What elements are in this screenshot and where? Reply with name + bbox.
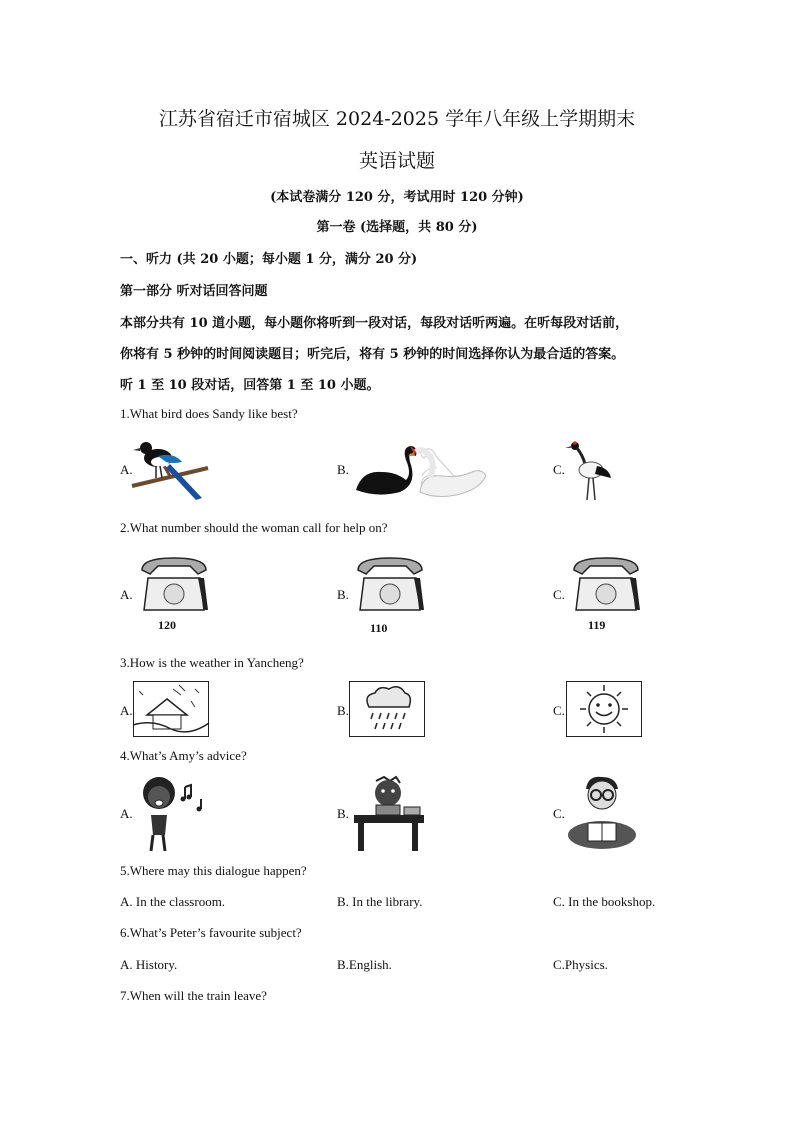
q3-option-a-label[interactable]: A. — [120, 703, 133, 718]
crane-icon — [565, 438, 615, 502]
volume-heading: 第一卷 (选择题，共 80 分) — [316, 220, 478, 235]
q2-option-c-label[interactable]: C. — [553, 587, 565, 602]
boy-at-desk-icon — [350, 775, 426, 853]
telephone-icon — [354, 556, 426, 616]
q4-option-a-label[interactable]: A. — [120, 806, 133, 821]
snowy-house-icon — [133, 681, 209, 737]
telephone-icon — [570, 556, 642, 616]
q6-option-b[interactable]: B.English. — [337, 957, 392, 972]
question-6: 6.What’s Peter’s favourite subject? — [120, 925, 302, 940]
q2-caption-b: 110 — [370, 621, 388, 635]
q2-option-a-label[interactable]: A. — [120, 587, 133, 602]
q5-option-c[interactable]: C. In the bookshop. — [553, 894, 656, 909]
title-line-2: 英语试题 — [358, 150, 435, 172]
q5-option-a[interactable]: A. In the classroom. — [120, 894, 226, 909]
question-1: 1.What bird does Sandy like best? — [120, 406, 298, 421]
singing-girl-icon — [137, 775, 217, 853]
q2-caption-c: 119 — [588, 618, 606, 632]
q4-option-c-label[interactable]: C. — [553, 806, 565, 821]
title-line-1: 江苏省宿迁市宿城区 2024-2025 学年八年级上学期期末 — [158, 108, 636, 130]
q1-option-a-label[interactable]: A. — [120, 462, 133, 477]
q1-option-c-label[interactable]: C. — [553, 462, 565, 477]
question-4: 4.What’s Amy’s advice? — [120, 748, 247, 763]
q1-option-b-label[interactable]: B. — [337, 462, 349, 477]
q5-option-b[interactable]: B. In the library. — [337, 894, 423, 909]
instructions-line-1: 本部分共有 10 道小题，每小题你将听到一段对话，每段对话听两遍。在听每段对话前， — [120, 316, 629, 331]
question-2: 2.What number should the woman call for help on? — [120, 520, 388, 535]
rain-cloud-icon — [349, 681, 425, 737]
section-heading: 一、听力 (共 20 小题；每小题 1 分，满分 20 分) — [120, 252, 418, 267]
part-heading: 第一部分 听对话回答问题 — [120, 284, 268, 299]
question-3: 3.How is the weather in Yancheng? — [120, 655, 304, 670]
q3-option-c-label[interactable]: C. — [553, 703, 565, 718]
instructions-line-3: 听 1 至 10 段对话，回答第 1 至 10 小题。 — [120, 378, 380, 393]
q3-option-b-label[interactable]: B. — [337, 703, 349, 718]
question-7: 7.When will the train leave? — [120, 988, 267, 1003]
boy-reading-icon — [564, 775, 640, 853]
q2-caption-a: 120 — [158, 618, 176, 632]
q6-option-c[interactable]: C.Physics. — [553, 957, 608, 972]
question-5: 5.Where may this dialogue happen? — [120, 863, 307, 878]
telephone-icon — [138, 556, 210, 616]
q4-option-b-label[interactable]: B. — [337, 806, 349, 821]
q6-option-a[interactable]: A. History. — [120, 957, 178, 972]
instructions-line-2: 你将有 5 秒钟的时间阅读题目；听完后，将有 5 秒钟的时间选择你认为最合适的答案。 — [120, 347, 625, 362]
q2-option-b-label[interactable]: B. — [337, 587, 349, 602]
exam-info: (本试卷满分 120 分，考试用时 120 分钟) — [270, 190, 524, 205]
sun-icon — [566, 681, 642, 737]
swans-icon — [352, 442, 488, 498]
magpie-icon — [130, 438, 210, 502]
